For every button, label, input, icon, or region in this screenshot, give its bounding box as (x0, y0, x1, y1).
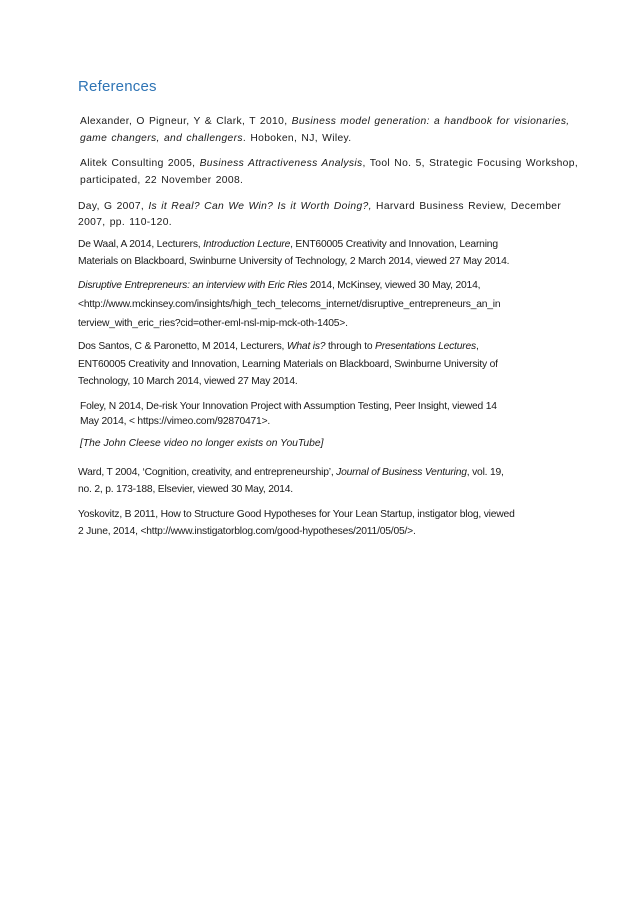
reference-line: Dos Santos, C & Paronetto, M 2014, Lecturers, What is? through to Presentations Lectures, (78, 341, 479, 352)
reference-line: Ward, T 2004, ‘Cognition, creativity, and entrepreneurship’, Journal of Business Venturing, vol. 19, (78, 467, 504, 478)
reference-note-cleese (80, 436, 323, 451)
reference-line: 2 June, 2014, <http://www.instigatorblog.com/good-hypotheses/2011/05/05/>. (78, 526, 416, 537)
reference-line: May 2014, < https://vimeo.com/92870471>. (80, 416, 271, 427)
reference-line: Day, G 2007, Is it Real? Can We Win? Is it Worth Doing?, Harvard Business Review, December (78, 201, 562, 212)
reference-alitek (80, 155, 578, 189)
reference-de-waal (78, 236, 509, 270)
reference-day (78, 199, 561, 231)
reference-foley (80, 399, 497, 429)
reference-line: Alitek Consulting 2005, Business Attractiveness Analysis, Tool No. 5, Strategic Focusing Workshop, (80, 158, 579, 169)
reference-note: [The John Cleese video no longer exists on YouTube] (80, 438, 324, 449)
reference-line: Technology, 10 March 2014, viewed 27 May 2014. (78, 376, 298, 387)
reference-line: participated, 22 November 2008. (80, 175, 244, 186)
reference-url-line: <http://www.mckinsey.com/insights/high_tech_telecoms_internet/disruptive_entrepreneurs_an_in (78, 299, 501, 310)
references-heading: References (78, 78, 157, 95)
reference-line: Alexander, O Pigneur, Y & Clark, T 2010, Business model generation: a handbook for visionaries, (80, 116, 570, 127)
reference-line: Yoskovitz, B 2011, How to Structure Good Hypotheses for Your Lean Startup, instigator blog, viewed (78, 509, 515, 520)
reference-alexander (80, 113, 570, 147)
reference-line: Materials on Blackboard, Swinburne University of Technology, 2 March 2014, viewed 27 May 2014. (78, 256, 510, 267)
reference-line: 2007, pp. 110-120. (78, 217, 172, 228)
reference-line: ENT60005 Creativity and Innovation, Learning Materials on Blackboard, Swinburne University of (78, 358, 498, 370)
reference-yoskovitz (78, 506, 515, 540)
reference-line: De Waal, A 2014, Lecturers, Introduction Lecture, ENT60005 Creativity and Innovation, Learning (78, 239, 498, 250)
reference-line: Disruptive Entrepreneurs: an interview with Eric Ries 2014, McKinsey, viewed 30 May, 2014, (78, 280, 481, 291)
reference-line: no. 2, p. 173-188, Elsevier, viewed 30 May, 2014. (78, 484, 293, 495)
reference-ward (78, 464, 504, 498)
reference-disruptive-entrepreneurs (78, 276, 500, 333)
reference-line: Foley, N 2014, De-risk Your Innovation Project with Assumption Testing, Peer Insight, viewed 14 (80, 401, 497, 412)
reference-line: game changers, and challengers. Hoboken, NJ, Wiley. (80, 133, 352, 144)
reference-url-line: terview_with_eric_ries?cid=other-eml-nsl-mip-mck-oth-1405>. (78, 318, 348, 329)
reference-dos-santos (78, 338, 498, 391)
